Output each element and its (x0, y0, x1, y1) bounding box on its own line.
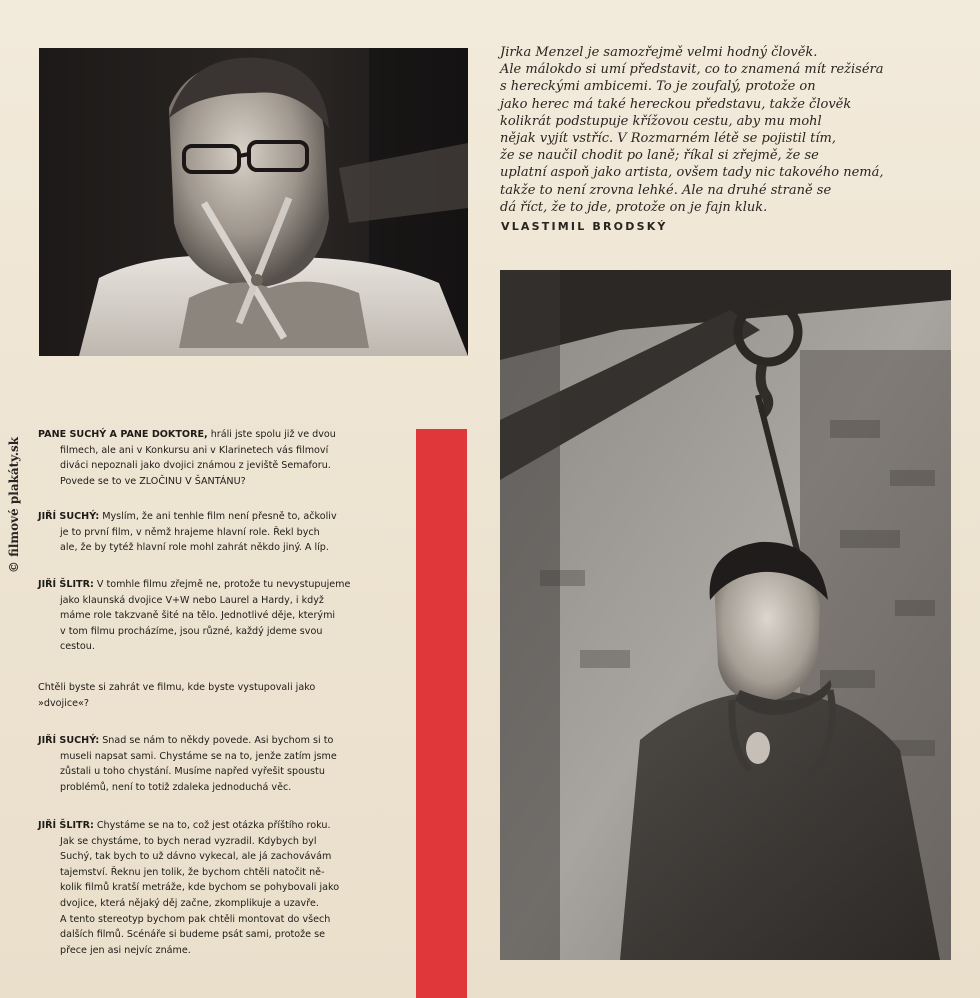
speaker: JIŘÍ ŠLITR: (38, 579, 94, 590)
man-with-noose-photo (500, 270, 951, 960)
text-line: máme role takzvaně šité na tělo. Jednotlivé děje, kterými (60, 610, 336, 622)
text-line: Suchý, tak bych to už dávno vykecal, ale já zachovávám (60, 851, 332, 863)
text-line: Chtěli byste si zahrát ve filmu, kde byste vystupovali jako (38, 682, 316, 693)
text-line: museli napsat sami. Chystáme se na to, jenže zatím jsme (60, 750, 337, 762)
text-line: přece jen asi nejvíc známe. (60, 944, 191, 956)
red-accent-bar (416, 429, 467, 998)
text-line: V tomhle filmu zřejmě ne, protože tu nevystupujeme (93, 579, 351, 590)
text-line: ale, že by tytéž hlavní role mohl zahrát někdo jiný. A líp. (60, 542, 329, 554)
quote-line: že se naučil chodit po laně; říkal si zřejmě, že se (500, 148, 819, 164)
text-line: diváci nepoznali jako dvojici známou z jeviště Semaforu. (60, 460, 331, 472)
text-line: zůstali u toho chystání. Musíme napřed vyřešit spoustu (60, 766, 325, 778)
quote-line: dá říct, že to jde, protože on je fajn kluk. (500, 199, 768, 215)
text-line: tajemství. Řeknu jen tolik, že bychom chtěli natočit ně- (60, 866, 325, 878)
text-line: problémů, není to totiž zdaleka jednoduchá věc. (60, 781, 292, 793)
question-1 (38, 427, 383, 489)
answer-2 (38, 577, 383, 655)
answer-4 (38, 818, 383, 958)
text-line: filmech, ale ani v Konkursu ani v Klarinetech vás filmoví (60, 444, 329, 456)
quote-line: kolikrát podstupuje křížovou cestu, aby mu mohl (500, 113, 822, 129)
quote-author: VLASTIMIL BRODSKÝ (501, 220, 668, 233)
quote-line: jako herec má také hereckou představu, takže člověk (500, 96, 852, 112)
text-line: dvojice, která nějaký děj začne, zkomplikuje a uzavře. (60, 897, 319, 909)
text-line: Snad se nám to někdy povede. Asi bychom si to (99, 735, 334, 746)
text-line: Chystáme se na to, což jest otázka příštího roku. (93, 820, 331, 831)
answer-1 (38, 509, 383, 556)
quote-line: Ale málokdo si umí představit, co to znamená mít režiséra (500, 62, 884, 78)
speaker: JIŘÍ SUCHÝ: (38, 735, 100, 746)
text-line: dalších filmů. Scénáře si budeme psát sami, protože se (60, 929, 325, 941)
quote-line: uplatní aspoň jako artista, ovšem tady nic takového nemá, (500, 165, 884, 181)
quote-line: nějak vyjít vstříc. V Rozmarném létě se pojistil tím, (500, 131, 836, 147)
text-line: »dvojice«? (38, 697, 89, 709)
speaker: JIŘÍ SUCHÝ: (38, 511, 100, 522)
text-line: hráli jste spolu již ve dvou (207, 429, 336, 440)
speaker: PANE SUCHÝ A PANE DOKTORE, (38, 429, 208, 440)
question-2 (38, 680, 383, 711)
speaker: JIŘÍ ŠLITR: (38, 820, 94, 831)
quote-line: s hereckými ambicemi. To je zoufalý, protože on (500, 79, 816, 95)
watermark (4, 420, 24, 590)
quote-line: Jirka Menzel je samozřejmě velmi hodný člověk. (500, 45, 818, 60)
text-line: Jak se chystáme, to bych nerad vyzradil. Kdybych byl (60, 835, 317, 847)
quote-line: takže to není zrovna lehké. Ale na druhé straně se (500, 182, 832, 198)
text-line: cestou. (60, 641, 95, 653)
answer-3 (38, 733, 383, 795)
text-line: jako klaunská dvojice V+W nebo Laurel a Hardy, i když (60, 594, 324, 606)
text-line: Povede se to ve ZLOČINU V ŠANTÁNU? (60, 475, 246, 487)
text-line: kolik filmů kratší metráže, kde bychom se pohybovali jako (60, 882, 340, 894)
text-line: Myslím, že ani tenhle film není přesně to, ačkoliv (99, 511, 337, 522)
watermark-text: © filmové plakáty.sk (7, 436, 21, 574)
text-line: v tom filmu procházíme, jsou různé, každý jdeme svou (60, 625, 323, 637)
text-line: je to první film, v němž hrajeme hlavní role. Řekl bych (60, 526, 320, 538)
text-line: A tento stereotyp bychom pak chtěli montovat do všech (60, 913, 331, 925)
quote (500, 44, 960, 216)
man-with-scissors-photo (39, 48, 468, 356)
